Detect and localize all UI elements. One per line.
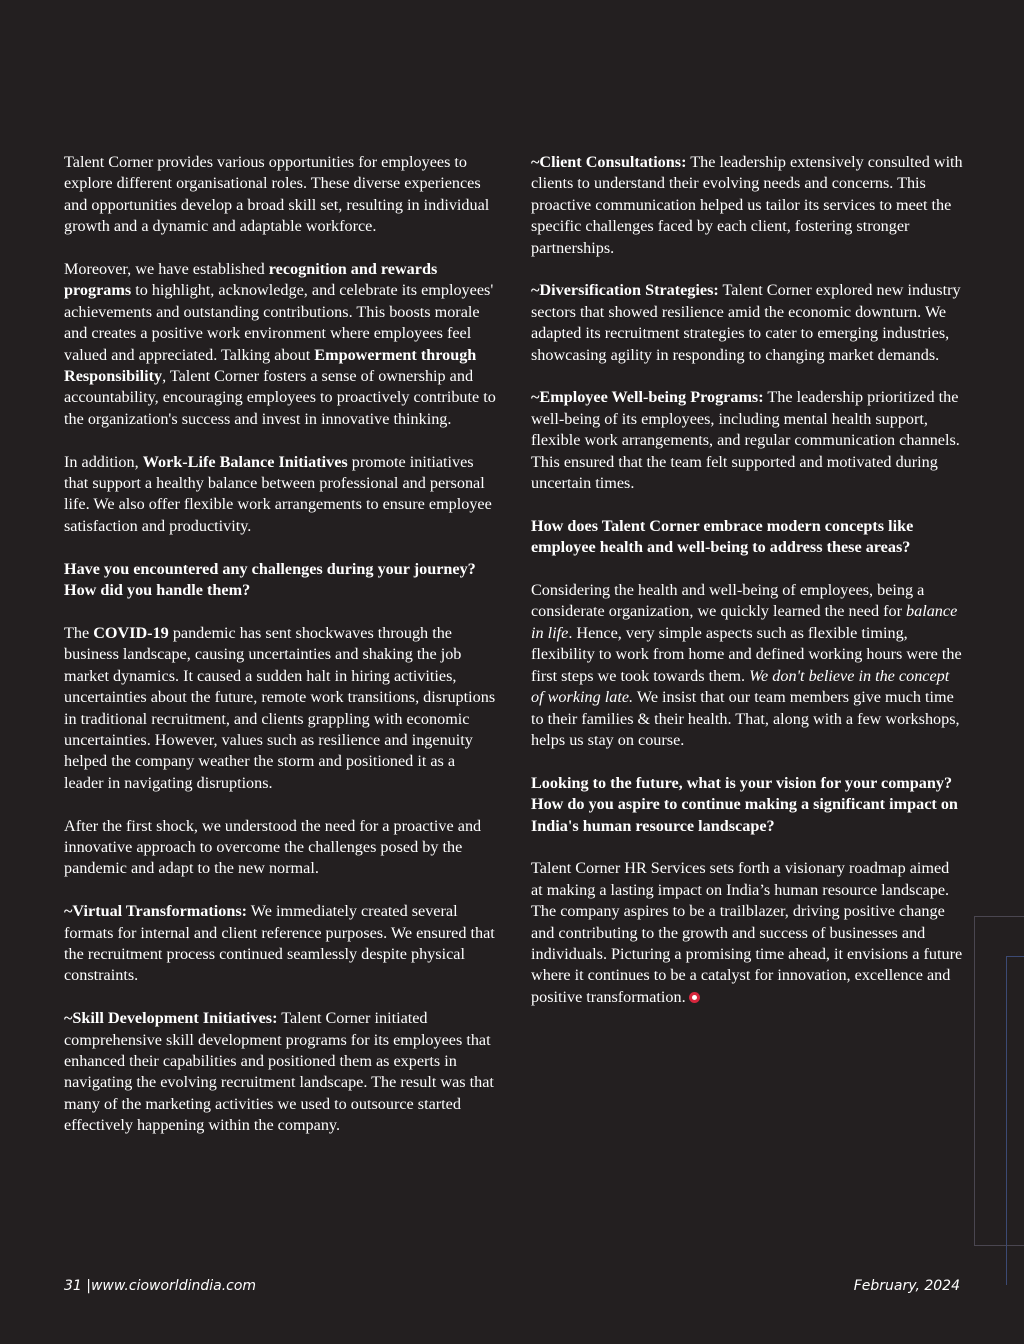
paragraph <box>64 1008 496 1136</box>
paragraph <box>531 387 963 494</box>
bold-phrase: Empowerment through Responsibility <box>64 345 477 386</box>
paragraph <box>64 901 496 987</box>
bold-phrase: recognition and rewards programs <box>64 260 438 300</box>
paragraph-text: Talent Corner initiated comprehensive skill development programs for its employees that enhanced their capabilities and positioned them as experts in navigating the evolving recruitment landscape. The result was that many of the marketing activities we used to outsource started effectively happening within the company. <box>64 1009 494 1135</box>
paragraph-text: The <box>64 623 94 642</box>
paragraph-text: Considering the health and well-being of employees, being a considerate organization, we quickly learned the need for <box>531 581 925 621</box>
paragraph-text: Talent Corner explored new industry sectors that showed resilience amid the economic downturn. We adapted its recruitment strategies to cater to emerging industries, showcasing agility in responding to changing market demands. <box>531 281 961 364</box>
footer-page-url: 31 |www.cioworldindia.com <box>64 1278 257 1294</box>
paragraph-text: We immediately created several formats for internal and client reference purposes. We ensured that the recruitment process continued seamlessly despite physical constraints. <box>64 902 495 985</box>
paragraph-text: Moreover, we have established <box>64 260 269 279</box>
paragraph-text: The leadership extensively consulted with clients to understand their evolving needs and concerns. This proactive communication helped us tailor its services to meet the specific challenges faced by each client, fostering stronger partnerships. <box>531 153 963 257</box>
paragraph <box>531 280 963 366</box>
paragraph-text: Talent Corner HR Services sets forth a visionary roadmap aimed at making a lasting impact on India’s human resource landscape. The company aspires to be a trailblazer, driving positive change and contributing to the growth and success of businesses and individuals. Picturing a promising time ahead, it envisions a future where it continues to be a catalyst for innovation, excellence and positive transformation. <box>531 859 963 1006</box>
right-column <box>531 152 963 1030</box>
italic-phrase: We don't believe in the concept of working late. <box>531 666 950 707</box>
interview-question: Looking to the future, what is your vision for your company? How do you aspire to continue making a significant impact on India's human resource landscape? <box>531 773 958 835</box>
paragraph-text: . Hence, very simple aspects such as flexible timing, flexibility to work from home and defined working hours were the first steps we took towards them. <box>531 623 962 685</box>
paragraph-text: In addition, <box>64 452 143 471</box>
bold-phrase: Work-Life Balance Initiatives <box>142 452 348 471</box>
paragraph-text: We insist that our team members give much time to their families & their health. That, along with a few workshops, helps us stay on course. <box>531 688 960 749</box>
decorative-line <box>1006 956 1024 1285</box>
paragraph-text: Talent Corner provides various opportunities for employees to explore different organisational roles. These diverse experiences and opportunities develop a broad skill set, resulting in individual growth and a dynamic and adaptable workforce. <box>64 153 490 236</box>
paragraph-text: pandemic has sent shockwaves through the business landscape, causing uncertainties and shaking the job market dynamics. It caused a sudden halt in hiring activities, uncertainties about the future, remote work transitions, disruptions in traditional recruitment, and clients grappling with economic uncertainties. However, values such as resilience and ingenuity helped the company weather the storm and positioned it as a leader in navigating disruptions. <box>64 623 496 792</box>
paragraph <box>64 452 496 538</box>
paragraph <box>531 152 963 259</box>
italic-phrase: balance in life <box>531 602 958 642</box>
paragraph <box>64 816 496 880</box>
paragraph <box>64 623 496 794</box>
bold-phrase: ~Virtual Transformations: <box>64 902 248 921</box>
bold-phrase: ~Employee Well-being Programs: <box>531 388 764 407</box>
paragraph-text: promote initiatives that support a healthy balance between professional and personal life. We also offer flexible work arrangements to ensure employee satisfaction and productivity. <box>64 452 492 535</box>
bold-phrase: ~Diversification Strategies: <box>531 281 719 300</box>
interview-question: How does Talent Corner embrace modern concepts like employee health and well-being to address these areas? <box>531 516 914 557</box>
bold-phrase: COVID-19 <box>93 623 169 642</box>
paragraph <box>64 259 496 430</box>
bold-phrase: ~Skill Development Initiatives: <box>64 1009 278 1028</box>
paragraph-text: to highlight, acknowledge, and celebrate its employees' achievements and outstanding contributions. This boosts morale and creates a positive work environment where employees feel valued and appreciated. Talking about <box>64 281 494 364</box>
paragraph <box>531 580 963 751</box>
paragraph <box>64 152 496 238</box>
interview-question: Have you encountered any challenges during your journey? How did you handle them? <box>64 559 476 600</box>
paragraph-text: After the first shock, we understood the need for a proactive and innovative approach to overcome the challenges posed by the pandemic and adapt to the new normal. <box>64 816 482 878</box>
footer-date: February, 2024 <box>853 1278 960 1294</box>
left-column <box>64 152 496 1158</box>
paragraph <box>531 858 963 1008</box>
paragraph-text: , Talent Corner fosters a sense of ownership and accountability, encouraging employees to proactively contribute to the organization's success and invest in innovative thinking. <box>64 367 496 428</box>
magazine-end-mark-icon <box>689 992 700 1003</box>
bold-phrase: ~Client Consultations: <box>531 153 687 171</box>
paragraph-text: The leadership prioritized the well-being of its employees, including mental health support, flexible work arrangements, and regular communication channels. This ensured that the team felt supported and motivated during uncertain times. <box>531 388 960 493</box>
